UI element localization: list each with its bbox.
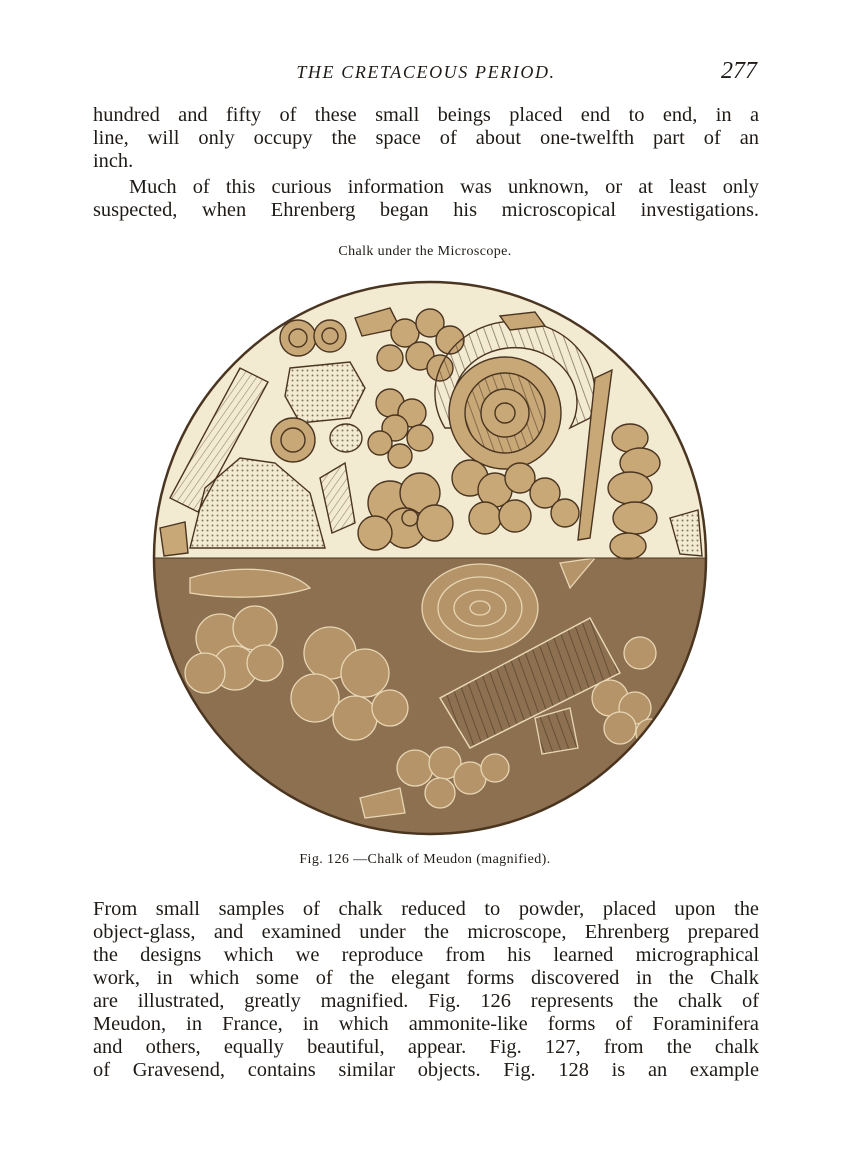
spiral-shell (422, 564, 538, 652)
figure-caption: Fig. 126 —Chalk of Meudon (magnified). (299, 852, 551, 867)
paragraph-1 (93, 104, 759, 173)
running-title: THE CRETACEOUS PERIOD. (296, 62, 556, 82)
text-line: work, in which some of the elegant forms discovered in the Chalk (93, 967, 759, 989)
text-line: inch. (93, 150, 134, 172)
foraminifer-disc (314, 320, 346, 352)
text-line: From small samples of chalk reduced to powder, placed upon the (93, 898, 759, 920)
foraminifer-disc (271, 418, 315, 462)
foraminifer-disc (280, 320, 316, 356)
chalk-microscope-illustration (150, 278, 710, 838)
page-number: 277 (721, 58, 757, 84)
text-line: hundred and fifty of these small beings placed end to end, in a (93, 104, 759, 126)
text-line: and others, equally beautiful, appear. Fig. 127, from the chalk (93, 1036, 759, 1058)
shell-shard (160, 522, 188, 556)
paragraph-2 (93, 176, 759, 222)
paragraph-3 (93, 898, 759, 1082)
text-line: are illustrated, greatly magnified. Fig. 126 represents the chalk of (93, 990, 759, 1012)
text-line: line, will only occupy the space of about one-twelfth part of an (93, 127, 759, 149)
figure-heading: Chalk under the Microscope. (338, 244, 512, 259)
running-head (93, 58, 759, 90)
text-line: the designs which we reproduce from his learned micrographical (93, 944, 759, 966)
foraminifer-disc (624, 637, 656, 669)
text-line: Meudon, in France, in which ammonite-like forms of Foraminifera (93, 1013, 759, 1035)
text-line: of Gravesend, contains similar objects. Fig. 128 is an example (93, 1059, 759, 1081)
seed-pod (330, 424, 362, 452)
text-line: Much of this curious information was unknown, or at least only (129, 176, 759, 198)
text-line: suspected, when Ehrenberg began his microscopical investigations. (93, 199, 759, 221)
text-line: object-glass, and examined under the microscope, Ehrenberg prepared (93, 921, 759, 943)
